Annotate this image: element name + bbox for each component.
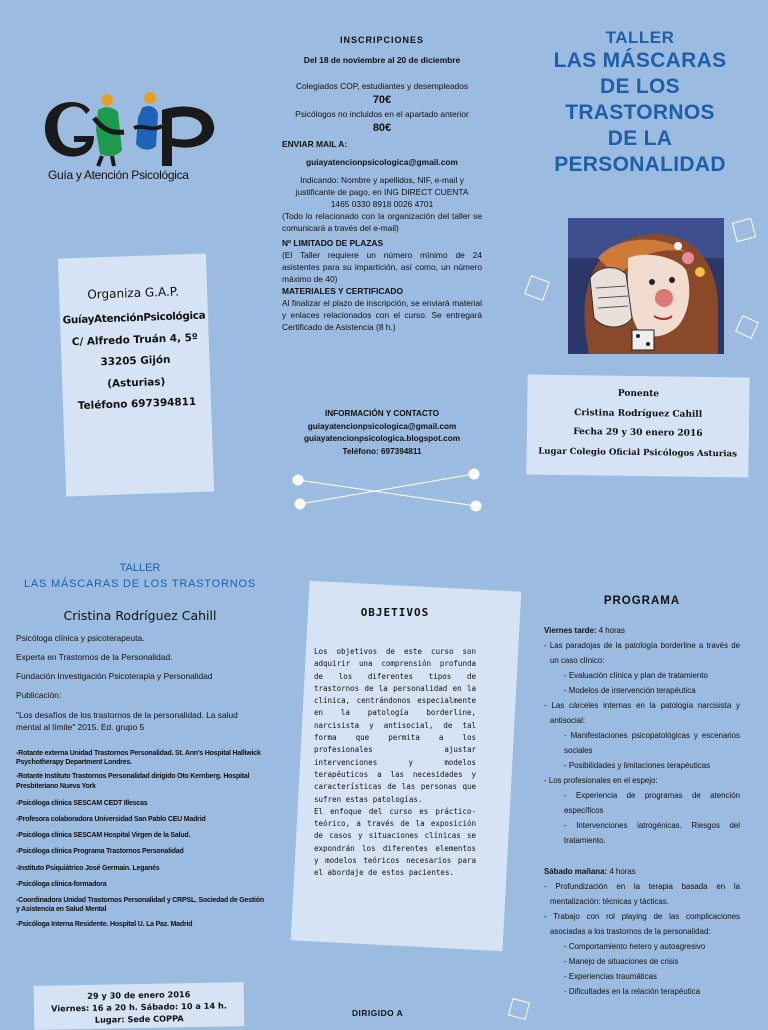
organiza-line: Teléfono 697394811	[77, 395, 197, 413]
inscripciones-group1: Colegiados COP, estudiantes y desempleados	[295, 81, 469, 91]
viernes-list	[544, 638, 740, 848]
ponente-line: Lugar Colegio Oficial Psicólogos Asturias	[538, 446, 738, 459]
inscripciones-dates: Del 18 de noviembre al 20 de diciembre	[303, 55, 461, 65]
sabado-list	[544, 879, 740, 999]
cv-item: -Rotante externa Unidad Trastornos Personalidad. St. Ann's Hospital Halliwick Psychotherapy Department Londres.	[16, 750, 261, 767]
main-title	[528, 28, 752, 178]
program-item: - Modelos de intervención terapéutica	[564, 686, 696, 695]
decorative-square	[735, 315, 759, 339]
contacto-panel	[282, 408, 482, 458]
objetivos-paragraph: El enfoque del curso es práctico-teórico, a través de la exposición de casos y situaciones clínicas se expondrán los diferentes elementos y modelos teóricos necesarios para el abordaje de estos pacientes.	[314, 806, 476, 878]
gap-logo-graphic	[38, 88, 218, 168]
ponente-panel	[526, 374, 749, 477]
program-item: - Manifestaciones psicopatológicas y escenarios sociales	[564, 731, 740, 755]
sabado-hours: 4 horas	[609, 867, 636, 876]
title-line: LAS MÁSCARAS	[553, 49, 727, 72]
contacto-phone: Teléfono: 697394811	[342, 446, 422, 456]
title-line: DE LA	[607, 127, 673, 150]
objetivos-paragraph: Los objetivos de este curso son adquirir una comprensión profunda de los diferentes tipos de trastornos de la personalidad en la clínica, centrándonos especialmente en la patología borderline, narcisista y antisocial, de tal forma que permita a los profesionales ajustar intervenciones y modelos terapéuticos a las necesidades y características de las personas que sufren estas patologías.	[314, 647, 476, 804]
ponente-line: Fecha 29 y 30 enero 2016	[573, 427, 703, 439]
cv-item: -Psicóloga clínica-formadora	[16, 880, 107, 888]
organiza-line: GuíayAtenciónPsicológica	[62, 309, 206, 327]
logo	[38, 88, 218, 188]
decorative-lines	[286, 462, 486, 512]
objetivos-text	[314, 646, 476, 880]
viernes-label: Viernes tarde:	[544, 626, 597, 635]
inscripciones-account: 1465 0330 8918 0026 4701	[330, 199, 434, 209]
price-2: 80€	[372, 122, 392, 134]
organiza-heading: Organiza G.A.P.	[87, 284, 180, 302]
programa-heading: PROGRAMA	[603, 595, 681, 607]
bio-line: Publicación:	[16, 690, 62, 700]
inscripciones-heading: INSCRIPCIONES	[339, 35, 424, 45]
cv-item: -Psicóloga Interna Residente. Hospital U. La Paz. Madrid	[16, 921, 193, 929]
program-item: - Posibilidades y limitaciones terapéuticas	[564, 761, 711, 770]
bio-name: Cristina Rodríguez Cahill	[63, 608, 217, 623]
program-item: - Experiencia de programas de atención específicos	[564, 791, 740, 815]
inscripciones-instructions: Indicando: Nombre y apellidos, NIF, e-mail y justificante de pago, en ING DIRECT CUENTA	[295, 175, 469, 197]
contacto-email[interactable]: guiayatencionpsicologica@gmail.com	[307, 421, 457, 431]
title-line: TRASTORNOS	[565, 101, 715, 124]
materiales-heading: MATERIALES Y CERTIFICADO	[282, 286, 403, 296]
program-item: - Evaluación clínica y plan de tratamiento	[564, 671, 708, 680]
program-item: - Trabajo con rol playing de las complicaciones asociadas a los trastornos de la personalidad:	[544, 912, 740, 936]
viernes-hours: 4 horas	[598, 626, 626, 635]
plazas-text: (El Taller requiere un número mínimo de 24 asistentes para su impartición, así como, un número máximo de 40)	[282, 250, 482, 284]
schedule-panel	[34, 982, 245, 1030]
cv-item: -Psicóloga clínica Programa Trastornos Personalidad	[16, 848, 184, 856]
cv-item: -Psicóloga clínica SESCAM CEDT Illescas	[16, 799, 148, 807]
schedule-line: Viernes: 16 a 20 h. Sábado: 10 a 14 h.	[51, 1000, 228, 1014]
cv-item: -Rotante Instituto Trastornos Personalidad dirigido Oto Kernberg. Hospital Presbiteriano Nueva York	[16, 773, 250, 790]
program-item: - Comportamiento hetero y autoagresivo	[564, 942, 706, 951]
cv-item: -Instituto Psiquiátrico José Germain. Leganés	[16, 864, 160, 872]
bio-line: Experta en Trastornos de la Personalidad.	[16, 652, 173, 662]
program-item: - Las cárceles internas en la patología narcisista y antisocial:	[544, 701, 740, 725]
schedule-line: Lugar: Sede COPPA	[94, 1013, 184, 1025]
decorative-square	[732, 218, 756, 242]
program-item: - Profundización en la terapia basada en la mentalización: técnicas y tácticas.	[544, 882, 740, 906]
dirigido-heading: DIRIGIDO A	[352, 1008, 404, 1018]
cv-item: -Coordinadora Unidad Trastornos Personalidad y CRPSL. Sociedad de Gestión y Asistencia en Salud Mental	[16, 897, 264, 914]
logo-subtitle: Guía y Atención Psicológica	[48, 168, 189, 182]
bio-taller: TALLER	[119, 562, 161, 574]
ponente-line: Ponente	[617, 388, 660, 400]
sabado-label: Sábado mañana:	[544, 867, 608, 876]
title-line: DE LOS	[600, 75, 680, 98]
decorative-square	[508, 998, 530, 1020]
bio-line: "Los desafíos de los trastornos de la personalidad. La salud mental al límite" 2015. Ed. grupo 5	[16, 710, 238, 732]
bio-line: Fundación Investigación Psicoterapia y Personalidad	[16, 671, 213, 681]
programa-panel	[544, 594, 740, 999]
bio-line: Psicóloga clínica y psicoterapeuta.	[16, 633, 145, 643]
organiza-panel	[58, 253, 214, 496]
contacto-heading: INFORMACIÓN Y CONTACTO	[324, 409, 440, 418]
title-taller: TALLER	[605, 28, 675, 47]
masks-illustration	[568, 218, 724, 354]
title-line: PERSONALIDAD	[554, 153, 726, 176]
organiza-line: (Asturias)	[107, 375, 166, 390]
inscripciones-email[interactable]: guiayatencionpsicologica@gmail.com	[306, 157, 458, 167]
program-item: - Intervenciones iatrogénicas. Riesgos del tratamiento.	[564, 821, 740, 845]
program-item: - Las paradojas de la patología borderline a través de un caso clínico:	[544, 641, 740, 665]
inscripciones-group2: Psicólogos no incluidos en el apartado anterior	[295, 109, 469, 119]
program-item: - Dificultades en la relación terapéutica	[564, 987, 700, 996]
program-item: - Experiencias traumáticas	[564, 972, 657, 981]
cv-item: -Psicóloga clínica SESCAM Hospital Virgen de la Salud.	[16, 832, 191, 840]
cv-item: -Profesora colaboradora Universidad San Pablo CEU Madrid	[16, 816, 206, 824]
organiza-line: 33205 Gijón	[100, 353, 171, 369]
contacto-blog[interactable]: guiayatencionpsicologica.blogspot.com	[303, 434, 461, 443]
objetivos-heading: OBJETIVOS	[360, 606, 430, 619]
ponente-line: Cristina Rodríguez Cahill	[574, 407, 703, 420]
mask-portrait-image	[568, 218, 724, 354]
ponente-bio	[16, 560, 264, 930]
price-1: 70€	[372, 94, 392, 106]
organiza-line: C/ Alfredo Truán 4, 5º	[71, 331, 198, 348]
schedule-line: 29 y 30 de enero 2016	[87, 989, 191, 1001]
plazas-heading: Nº LIMITADO DE PLAZAS	[282, 238, 384, 248]
mail-heading: ENVIAR MAIL A:	[282, 139, 348, 149]
bio-subtitle: LAS MÁSCARAS DE LOS TRASTORNOS	[23, 578, 257, 590]
program-item: - Manejo de situaciones de crisis	[564, 957, 679, 966]
program-item: - Los profesionales en el espejo:	[544, 776, 658, 785]
decorative-square	[524, 275, 550, 301]
inscripciones-note: (Todo lo relacionado con la organización del taller se comunicará a través del e-mail)	[282, 211, 482, 233]
materiales-text: Al finalizar el plazo de inscripción, se enviará material y enlaces relacionados con el curso. Se entregará Certificado de Asistencia (8 h.)	[282, 298, 482, 332]
inscripciones-panel	[282, 34, 482, 333]
